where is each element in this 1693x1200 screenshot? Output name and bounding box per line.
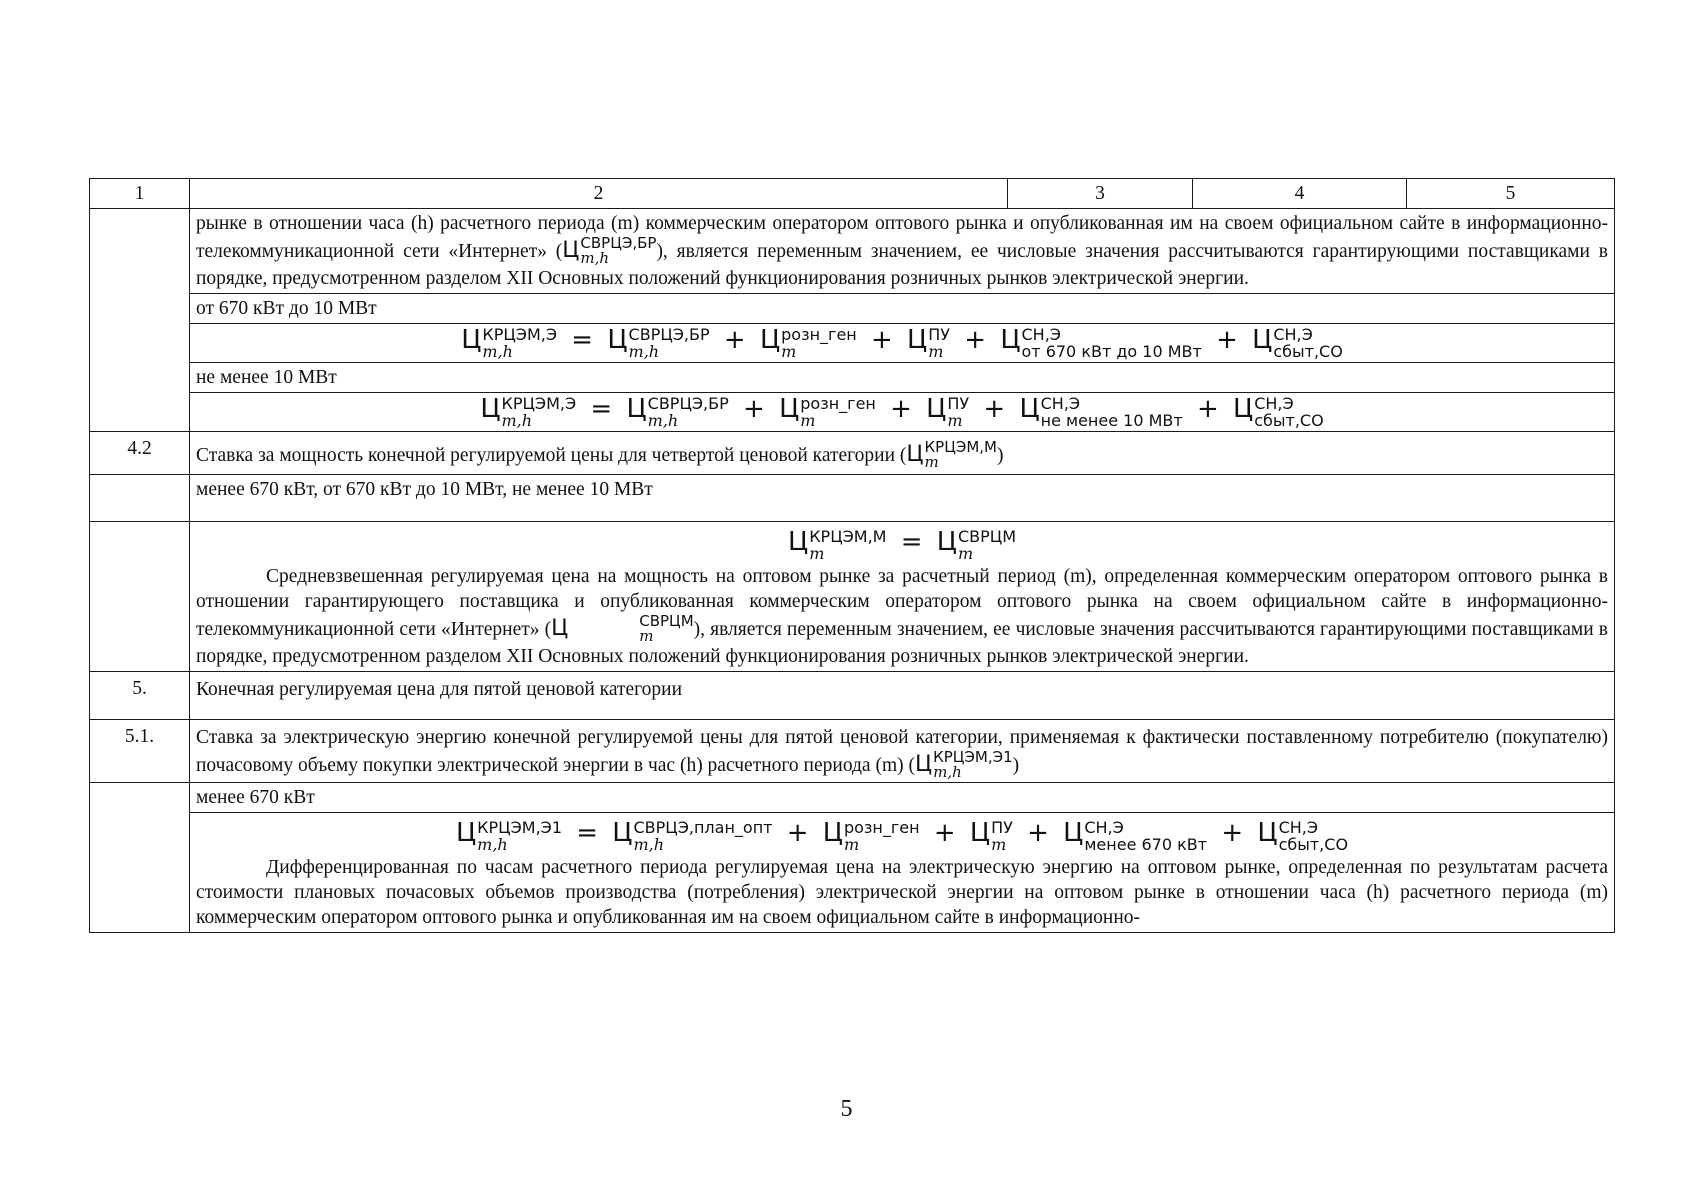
table-row: [90, 393, 1615, 432]
superscript: СН,Э: [1040, 394, 1081, 413]
price-symbol: Ц: [1257, 818, 1278, 848]
table-row: [90, 672, 1615, 720]
section-title-text: Ставка за мощность конечной регулируемой цены для четвертой ценовой категории (: [196, 445, 907, 466]
section-title: [190, 720, 1615, 783]
subscript: m,h: [501, 411, 533, 430]
price-symbol: Ц: [822, 818, 843, 848]
plus-sign: +: [890, 394, 912, 424]
price-symbol: Ц: [1063, 818, 1084, 848]
subscript: m,h: [477, 835, 508, 854]
price-symbol: Ц: [906, 442, 924, 467]
superscript: СН,Э: [1021, 325, 1061, 344]
subscript: m: [991, 835, 1007, 854]
column-number: 5: [1407, 179, 1615, 209]
superscript: СВРЦМ: [957, 527, 1016, 546]
description-paragraph: Дифференцированная по часам расчетного периода регулируемая цена на электрическую энергию на оптовом рынке, определенная по результатам расчета стоимости плановых почасовых объемов производства (потребления) электрической энергии на оптовом рынке в отношении часа (h) расчетного периода (m) коммерческим оператором оптового рынка и опубликованная им на своем официальном сайте в информационно-: [196, 857, 1608, 928]
column-number: 3: [1008, 179, 1193, 209]
superscript: ПУ: [947, 394, 970, 413]
section-title-text: ): [996, 445, 1004, 466]
power-range-label: менее 670 кВт: [190, 783, 1615, 813]
superscript: КРЦЭМ,Э1: [477, 818, 562, 837]
superscript: СН,Э: [1273, 325, 1313, 344]
price-symbol: Ц: [926, 394, 947, 424]
superscript: СВРЦМ: [639, 612, 694, 630]
price-symbol: Ц: [779, 394, 800, 424]
description-text: рынке в отношении часа (h) расчетного периода (m) коммерческим оператором оптового рынка и опубликованная им на своем официальном сайте в информационно-телекоммуникационной сети «Интернет» (: [196, 213, 1608, 262]
equals-sign: =: [590, 394, 613, 424]
subscript: m: [639, 627, 654, 645]
column-number: 2: [190, 179, 1008, 209]
subscript: m,h: [933, 763, 962, 781]
formula-5-1: [196, 815, 1608, 855]
price-symbol: Ц: [1000, 325, 1021, 355]
superscript: КРЦЭМ,Э: [501, 394, 577, 413]
inline-formula: [551, 612, 694, 645]
price-symbol: Ц: [551, 616, 569, 641]
superscript: розн_ген: [781, 325, 857, 344]
subscript: сбыт,СО: [1278, 835, 1349, 854]
description-text: ), является переменным значением, ее числовые значения рассчитываются гарантирующими поставщиками в порядке, предусмотренном разделом XII Основных положений функционирования розничных рынков электрической энергии.: [196, 619, 1608, 667]
plus-sign: +: [871, 325, 893, 355]
price-symbol: Ц: [907, 325, 928, 355]
section-title-text: Ставка за электрическую энергию конечной регулируемой цены для пятой ценовой категории, применяемая к фактически поставленному потребителю (покупателю) почасовому объему покупки электрической энергии в час (h) расчетного периода (m) (: [196, 727, 1608, 776]
superscript: ПУ: [928, 325, 951, 344]
superscript: розн_ген: [843, 818, 920, 837]
table-row: [90, 475, 1615, 522]
superscript: СН,Э: [1084, 818, 1124, 837]
price-symbol: Ц: [1233, 394, 1254, 424]
subscript: m: [928, 342, 944, 361]
description-paragraph: [196, 564, 1608, 669]
table-row: [90, 294, 1615, 324]
superscript: ПУ: [991, 818, 1013, 837]
plus-sign: +: [743, 394, 765, 424]
table-row: [90, 432, 1615, 475]
description-cell: [190, 209, 1615, 294]
price-symbol: Ц: [607, 325, 628, 355]
plus-sign: +: [964, 325, 987, 355]
equals-sign: =: [900, 527, 923, 557]
subscript: m,h: [633, 835, 665, 854]
price-symbol: Ц: [562, 238, 580, 263]
table-row: [90, 783, 1615, 813]
superscript: СВРЦЭ,БР: [628, 325, 710, 344]
subscript: m: [924, 453, 939, 471]
row-number: 4.2: [90, 432, 190, 475]
column-number: 1: [90, 179, 190, 209]
subscript: менее 670 кВт: [1084, 835, 1208, 854]
superscript: СН,Э: [1254, 394, 1294, 413]
power-range-label: менее 670 кВт, от 670 кВт до 10 МВт, не менее 10 МВт: [190, 475, 1615, 522]
subscript: m: [843, 835, 860, 854]
price-symbol: Ц: [969, 818, 991, 848]
plus-sign: +: [1027, 818, 1049, 848]
plus-sign: +: [1216, 325, 1238, 355]
superscript: СН,Э: [1278, 818, 1319, 837]
plus-sign: +: [786, 818, 809, 848]
row-number-cell: [90, 475, 190, 522]
row-number: 5.1.: [90, 720, 190, 783]
superscript: СВРЦЭ,план_опт: [633, 818, 773, 837]
table-row: [90, 522, 1615, 672]
tariff-table: [89, 178, 1615, 933]
column-number-row: [90, 179, 1615, 209]
subscript: m: [947, 411, 963, 430]
superscript: СВРЦЭ,БР: [647, 394, 729, 413]
price-symbol: Ц: [461, 325, 482, 355]
price-symbol: Ц: [1019, 394, 1040, 424]
description-text: Средневзвешенная регулируемая цена на мощность на оптовом рынке за расчетный период (m), определенная коммерческим оператором оптового рынка в отношении гарантирующего поставщика и опубликованная коммерческим оператором оптового рынка на своем официальном сайте в информационно-телекоммуникационной сети «Интернет» (: [196, 566, 1608, 640]
superscript: СВРЦЭ,БР: [580, 234, 657, 252]
inline-formula: [562, 234, 657, 267]
page-number: 5: [840, 1096, 853, 1122]
subscript: m: [781, 342, 797, 361]
row-number: 5.: [90, 672, 190, 720]
section-title-text: ): [1012, 755, 1020, 776]
plus-sign: +: [1221, 818, 1244, 848]
description-cell: [190, 813, 1615, 933]
plus-sign: +: [933, 818, 956, 848]
table-row: [90, 209, 1615, 294]
section-title: [190, 432, 1615, 475]
description-cell: [190, 522, 1615, 672]
superscript: КРЦЭМ,М: [924, 438, 997, 456]
subscript: m,h: [580, 249, 610, 267]
price-symbol: Ц: [914, 752, 933, 777]
power-range-label: от 670 кВт до 10 МВт: [190, 294, 1615, 324]
formula-capacity: [196, 524, 1608, 564]
table-row: [90, 324, 1615, 363]
price-symbol: Ц: [759, 325, 781, 355]
row-number-cell: [90, 783, 190, 933]
subscript: m: [800, 411, 816, 430]
description-text: ), является переменным значением, ее числовые значения рассчитываются гарантирующими поставщиками в порядке, предусмотренном разделом XII Основных положений функционирования розничных рынков электрической энергии.: [196, 241, 1608, 289]
formula-10: [190, 393, 1615, 432]
inline-formula: [906, 438, 997, 471]
superscript: КРЦЭМ,Э1: [933, 748, 1013, 766]
row-number-cell: [90, 522, 190, 672]
equals-sign: =: [571, 325, 594, 355]
equals-sign: =: [576, 818, 599, 848]
column-number: 4: [1193, 179, 1407, 209]
subscript: m,h: [628, 342, 660, 361]
subscript: m: [809, 544, 825, 563]
superscript: розн_ген: [800, 394, 876, 413]
price-symbol: Ц: [612, 818, 633, 848]
table-row: [90, 720, 1615, 783]
table-row: [90, 813, 1615, 933]
price-symbol: Ц: [480, 394, 501, 424]
price-symbol: Ц: [626, 394, 647, 424]
subscript: m,h: [482, 342, 513, 361]
superscript: КРЦЭМ,М: [809, 527, 887, 546]
price-symbol: Ц: [1252, 325, 1273, 355]
inline-formula: [914, 748, 1013, 781]
row-number-cell: [90, 209, 190, 432]
price-symbol: Ц: [455, 818, 477, 848]
subscript: не менее 10 МВт: [1040, 411, 1183, 430]
price-symbol: Ц: [936, 527, 957, 557]
subscript: m,h: [647, 411, 679, 430]
price-symbol: Ц: [788, 527, 809, 557]
superscript: КРЦЭМ,Э: [482, 325, 558, 344]
subscript: m: [957, 544, 974, 563]
formula-670-10: [190, 324, 1615, 363]
power-range-label: не менее 10 МВт: [190, 363, 1615, 393]
subscript: сбыт,СО: [1254, 411, 1324, 430]
plus-sign: +: [723, 325, 746, 355]
subscript: сбыт,СО: [1273, 342, 1343, 361]
subscript: от 670 кВт до 10 МВт: [1021, 342, 1202, 361]
plus-sign: +: [1196, 394, 1219, 424]
table-row: [90, 363, 1615, 393]
section-title: Конечная регулируемая цена для пятой ценовой категории: [190, 672, 1615, 720]
plus-sign: +: [983, 394, 1006, 424]
